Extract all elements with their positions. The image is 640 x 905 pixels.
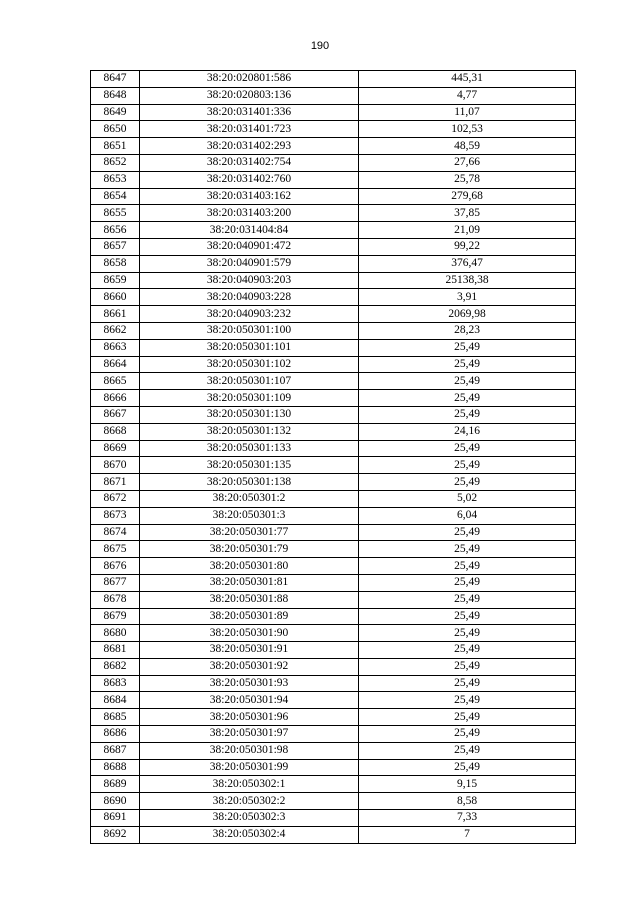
row-number-cell: 8666 [91, 390, 140, 407]
value-cell: 25,49 [359, 608, 576, 625]
row-number-cell: 8658 [91, 255, 140, 272]
row-number-cell: 8662 [91, 322, 140, 339]
row-number-cell: 8667 [91, 406, 140, 423]
row-number-cell: 8674 [91, 524, 140, 541]
cadastral-number-cell: 38:20:031402:293 [140, 138, 359, 155]
row-number-cell: 8680 [91, 625, 140, 642]
table-row [91, 71, 576, 88]
table-row [91, 222, 576, 239]
table-row [91, 524, 576, 541]
value-cell: 25,49 [359, 558, 576, 575]
cadastral-number-cell: 38:20:050301:91 [140, 642, 359, 659]
page-number: 190 [310, 40, 330, 52]
value-cell: 25,49 [359, 339, 576, 356]
value-cell: 25,49 [359, 574, 576, 591]
value-cell: 25,78 [359, 171, 576, 188]
table-row [91, 154, 576, 171]
value-cell: 8,58 [359, 793, 576, 810]
table-row [91, 205, 576, 222]
row-number-cell: 8685 [91, 709, 140, 726]
row-number-cell: 8659 [91, 272, 140, 289]
cadastral-number-cell: 38:20:040903:232 [140, 306, 359, 323]
value-cell: 7,33 [359, 810, 576, 827]
table-row [91, 558, 576, 575]
row-number-cell: 8651 [91, 138, 140, 155]
row-number-cell: 8664 [91, 356, 140, 373]
table-row [91, 390, 576, 407]
row-number-cell: 8681 [91, 642, 140, 659]
cadastral-number-cell: 38:20:050301:135 [140, 457, 359, 474]
value-cell: 25,49 [359, 742, 576, 759]
row-number-cell: 8654 [91, 188, 140, 205]
row-number-cell: 8678 [91, 591, 140, 608]
table-row [91, 87, 576, 104]
table-row [91, 574, 576, 591]
row-number-cell: 8688 [91, 759, 140, 776]
table-row [91, 625, 576, 642]
data-table [90, 70, 576, 844]
table-row [91, 591, 576, 608]
cadastral-number-cell: 38:20:050302:3 [140, 810, 359, 827]
value-cell: 25,49 [359, 625, 576, 642]
row-number-cell: 8663 [91, 339, 140, 356]
row-number-cell: 8673 [91, 507, 140, 524]
table-row [91, 423, 576, 440]
cadastral-number-cell: 38:20:050301:138 [140, 474, 359, 491]
value-cell: 25,49 [359, 759, 576, 776]
value-cell: 5,02 [359, 490, 576, 507]
cadastral-number-cell: 38:20:031401:723 [140, 121, 359, 138]
value-cell: 24,16 [359, 423, 576, 440]
table-row [91, 709, 576, 726]
table-row [91, 474, 576, 491]
cadastral-number-cell: 38:20:050301:130 [140, 406, 359, 423]
row-number-cell: 8653 [91, 171, 140, 188]
row-number-cell: 8686 [91, 726, 140, 743]
table-row [91, 104, 576, 121]
value-cell: 2069,98 [359, 306, 576, 323]
cadastral-number-cell: 38:20:031404:84 [140, 222, 359, 239]
value-cell: 25,49 [359, 474, 576, 491]
value-cell: 279,68 [359, 188, 576, 205]
row-number-cell: 8690 [91, 793, 140, 810]
cadastral-number-cell: 38:20:050301:89 [140, 608, 359, 625]
row-number-cell: 8661 [91, 306, 140, 323]
cadastral-number-cell: 38:20:040903:203 [140, 272, 359, 289]
row-number-cell: 8655 [91, 205, 140, 222]
table-row [91, 171, 576, 188]
table-row [91, 306, 576, 323]
cadastral-number-cell: 38:20:031401:336 [140, 104, 359, 121]
row-number-cell: 8669 [91, 440, 140, 457]
cadastral-number-cell: 38:20:020803:136 [140, 87, 359, 104]
table-row [91, 759, 576, 776]
row-number-cell: 8677 [91, 574, 140, 591]
row-number-cell: 8665 [91, 373, 140, 390]
cadastral-number-cell: 38:20:050301:133 [140, 440, 359, 457]
table-row [91, 440, 576, 457]
row-number-cell: 8687 [91, 742, 140, 759]
value-cell: 37,85 [359, 205, 576, 222]
cadastral-number-cell: 38:20:050302:2 [140, 793, 359, 810]
value-cell: 48,59 [359, 138, 576, 155]
cadastral-number-cell: 38:20:050301:81 [140, 574, 359, 591]
row-number-cell: 8692 [91, 826, 140, 843]
value-cell: 25,49 [359, 692, 576, 709]
table-row [91, 272, 576, 289]
table-row [91, 742, 576, 759]
row-number-cell: 8682 [91, 658, 140, 675]
cadastral-number-cell: 38:20:050301:98 [140, 742, 359, 759]
table-row [91, 658, 576, 675]
value-cell: 25138,38 [359, 272, 576, 289]
value-cell: 7 [359, 826, 576, 843]
cadastral-number-cell: 38:20:040901:472 [140, 238, 359, 255]
value-cell: 25,49 [359, 709, 576, 726]
value-cell: 25,49 [359, 658, 576, 675]
row-number-cell: 8676 [91, 558, 140, 575]
cadastral-number-cell: 38:20:050301:2 [140, 490, 359, 507]
cadastral-number-cell: 38:20:040903:228 [140, 289, 359, 306]
value-cell: 99,22 [359, 238, 576, 255]
value-cell: 102,53 [359, 121, 576, 138]
value-cell: 6,04 [359, 507, 576, 524]
value-cell: 25,49 [359, 356, 576, 373]
cadastral-number-cell: 38:20:040901:579 [140, 255, 359, 272]
table-row [91, 322, 576, 339]
table-row [91, 339, 576, 356]
row-number-cell: 8649 [91, 104, 140, 121]
row-number-cell: 8671 [91, 474, 140, 491]
value-cell: 25,49 [359, 591, 576, 608]
cadastral-number-cell: 38:20:050301:88 [140, 591, 359, 608]
cadastral-number-cell: 38:20:020801:586 [140, 71, 359, 88]
value-cell: 28,23 [359, 322, 576, 339]
cadastral-number-cell: 38:20:050301:101 [140, 339, 359, 356]
row-number-cell: 8689 [91, 776, 140, 793]
table-row [91, 642, 576, 659]
row-number-cell: 8647 [91, 71, 140, 88]
cadastral-number-cell: 38:20:050301:80 [140, 558, 359, 575]
cadastral-number-cell: 38:20:031402:754 [140, 154, 359, 171]
table-row [91, 726, 576, 743]
cadastral-number-cell: 38:20:050301:109 [140, 390, 359, 407]
row-number-cell: 8670 [91, 457, 140, 474]
table-row [91, 490, 576, 507]
value-cell: 3,91 [359, 289, 576, 306]
cadastral-number-cell: 38:20:031403:162 [140, 188, 359, 205]
table-row [91, 457, 576, 474]
value-cell: 25,49 [359, 726, 576, 743]
table-row [91, 826, 576, 843]
table-row [91, 692, 576, 709]
value-cell: 11,07 [359, 104, 576, 121]
row-number-cell: 8652 [91, 154, 140, 171]
cadastral-number-cell: 38:20:050301:100 [140, 322, 359, 339]
value-cell: 4,77 [359, 87, 576, 104]
value-cell: 9,15 [359, 776, 576, 793]
cadastral-number-cell: 38:20:050301:93 [140, 675, 359, 692]
table-row [91, 675, 576, 692]
table-row [91, 121, 576, 138]
table-row [91, 793, 576, 810]
table-row [91, 289, 576, 306]
cadastral-number-cell: 38:20:050301:102 [140, 356, 359, 373]
value-cell: 25,49 [359, 440, 576, 457]
cadastral-number-cell: 38:20:050301:107 [140, 373, 359, 390]
row-number-cell: 8657 [91, 238, 140, 255]
row-number-cell: 8656 [91, 222, 140, 239]
value-cell: 27,66 [359, 154, 576, 171]
cadastral-number-cell: 38:20:050301:77 [140, 524, 359, 541]
cadastral-number-cell: 38:20:050301:97 [140, 726, 359, 743]
value-cell: 445,31 [359, 71, 576, 88]
cadastral-number-cell: 38:20:031402:760 [140, 171, 359, 188]
row-number-cell: 8684 [91, 692, 140, 709]
table-row [91, 541, 576, 558]
value-cell: 25,49 [359, 675, 576, 692]
row-number-cell: 8668 [91, 423, 140, 440]
value-cell: 21,09 [359, 222, 576, 239]
value-cell: 376,47 [359, 255, 576, 272]
value-cell: 25,49 [359, 390, 576, 407]
value-cell: 25,49 [359, 373, 576, 390]
row-number-cell: 8675 [91, 541, 140, 558]
row-number-cell: 8679 [91, 608, 140, 625]
cadastral-number-cell: 38:20:050301:92 [140, 658, 359, 675]
table-row [91, 238, 576, 255]
table-row [91, 776, 576, 793]
cadastral-number-cell: 38:20:050302:1 [140, 776, 359, 793]
cadastral-number-cell: 38:20:050301:99 [140, 759, 359, 776]
cadastral-number-cell: 38:20:050301:96 [140, 709, 359, 726]
value-cell: 25,49 [359, 406, 576, 423]
row-number-cell: 8683 [91, 675, 140, 692]
row-number-cell: 8650 [91, 121, 140, 138]
value-cell: 25,49 [359, 524, 576, 541]
row-number-cell: 8660 [91, 289, 140, 306]
value-cell: 25,49 [359, 541, 576, 558]
cadastral-number-cell: 38:20:050301:94 [140, 692, 359, 709]
table-row [91, 188, 576, 205]
value-cell: 25,49 [359, 642, 576, 659]
row-number-cell: 8648 [91, 87, 140, 104]
value-cell: 25,49 [359, 457, 576, 474]
table-row [91, 356, 576, 373]
row-number-cell: 8672 [91, 490, 140, 507]
row-number-cell: 8691 [91, 810, 140, 827]
cadastral-number-cell: 38:20:050301:3 [140, 507, 359, 524]
table-row [91, 406, 576, 423]
table-row [91, 810, 576, 827]
cadastral-number-cell: 38:20:050301:79 [140, 541, 359, 558]
table-row [91, 507, 576, 524]
table-row [91, 138, 576, 155]
table-row [91, 608, 576, 625]
table-row [91, 373, 576, 390]
table-body [91, 71, 576, 844]
cadastral-number-cell: 38:20:031403:200 [140, 205, 359, 222]
cadastral-number-cell: 38:20:050301:90 [140, 625, 359, 642]
cadastral-number-cell: 38:20:050301:132 [140, 423, 359, 440]
cadastral-number-cell: 38:20:050302:4 [140, 826, 359, 843]
table-row [91, 255, 576, 272]
